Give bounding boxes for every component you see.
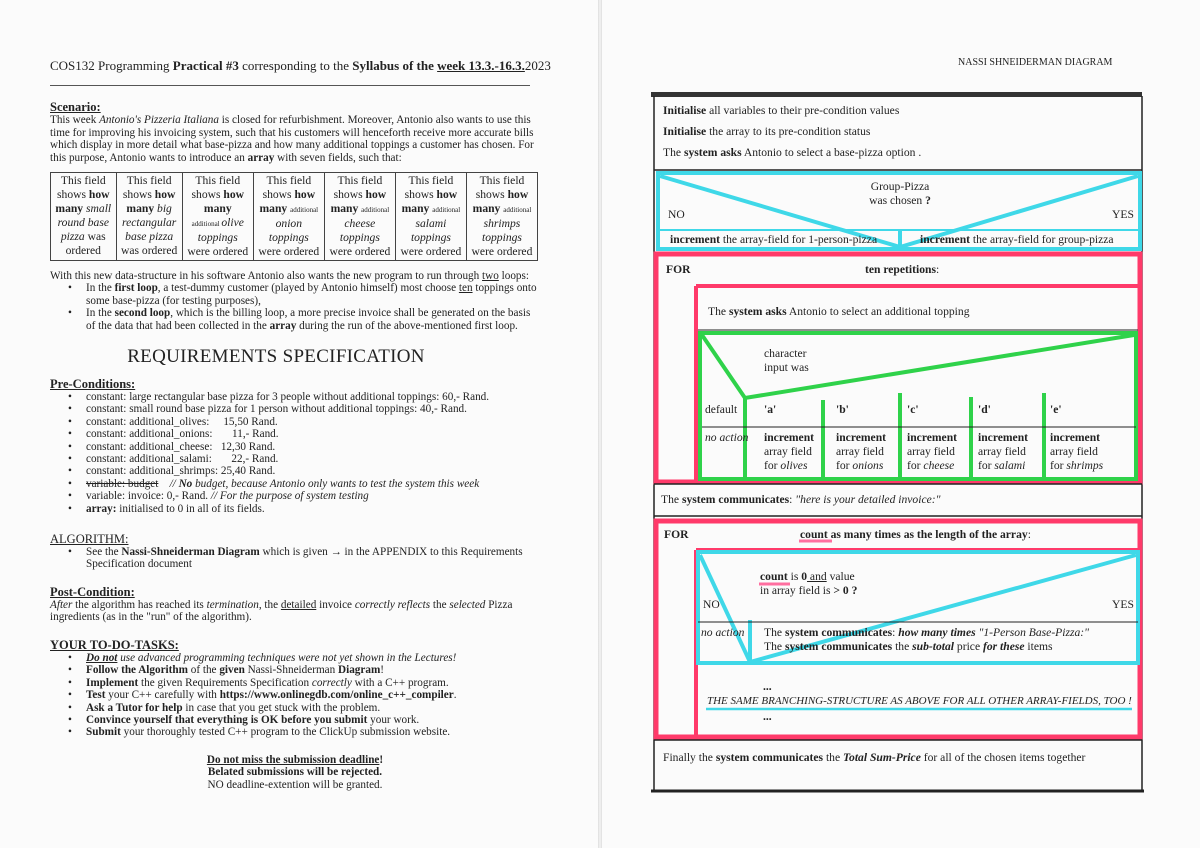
- scenario-p2: is closed for refurbishment. Moreover, Antonio also wants to use this time for improving his invoicing system, such that his customers will henceforth receive more accurate bills which display in more detail what base-pizza and how many additional toppings a customer has chosen. For this purpose, Antonio wants to introduce an: [50, 114, 534, 164]
- array-cell-cheese: This field shows how many additional cheese toppings were ordered: [324, 173, 395, 261]
- document-header: [50, 58, 551, 74]
- pizzeria-name: Antonio's Pizzeria Italiana: [99, 114, 219, 127]
- array-cell-small-pizza: This field shows how many small round base pizza was ordered: [51, 173, 117, 261]
- loop2-item: • In the second loop, which is the billing loop, a more precise invoice shall be generated on the basis of the data that had been collected in the array during the run of the above-mentioned first loop.: [86, 307, 542, 332]
- pre-item-invoice: • variable: invoice: 0,- Rand. // For the purpose of system testing: [86, 490, 542, 502]
- nsd-ellipsis-bottom: ...: [763, 710, 772, 723]
- header-syllabus: Syllabus of the: [352, 58, 438, 73]
- pre-conditions-section: [50, 377, 542, 515]
- header-text-mid: corresponding to the: [238, 58, 353, 73]
- header-practical: Practical #3: [172, 58, 239, 73]
- pre-item: • constant: large rectangular base pizza for 3 people without additional toppings: 60,- Rand.: [86, 391, 542, 403]
- header-rule: [50, 85, 530, 86]
- algorithm-item: • See the Nassi-Shneiderman Diagram which is given → in the APPENDIX to this Requirements Specification document: [86, 546, 542, 571]
- todo-item: • Convince yourself that everything is OK before you submit your work.: [86, 714, 542, 726]
- todo-item: • Test your C++ carefully with https://www.onlinegdb.com/online_c++_compiler.: [86, 689, 542, 701]
- nsd-condition-group-pizza: Group-Pizza was chosen ?: [869, 180, 931, 207]
- nsd-communicates-how-many: The system communicates: how many times "1-Person Base-Pizza:": [764, 626, 1090, 639]
- array-cell-big-pizza: This field shows how many big rectangular base pizza was ordered: [116, 173, 182, 261]
- nsd-cond2-yes: YES: [1112, 598, 1134, 611]
- nsd-init-array: Initialise the array to its pre-condition status: [663, 125, 871, 138]
- nsd-same-branching-note: THE SAME BRANCHING-STRUCTURE AS ABOVE FOR ALL OTHER ARRAY-FIELDS, TOO !: [707, 695, 1132, 707]
- nsd-cond2-no: NO: [703, 598, 720, 611]
- post-condition-section: [50, 585, 542, 624]
- nsd-cond2-no-action: no action: [701, 626, 745, 639]
- todo-item: • Ask a Tutor for help in case that you get stuck with the problem.: [86, 702, 542, 714]
- nsd-case-key-b: 'b': [836, 403, 849, 416]
- header-text: COS132 Programming: [50, 58, 173, 73]
- scenario-title: Scenario:: [50, 100, 101, 114]
- array-cell-shrimps: This field shows how many additional shrimps toppings were ordered: [466, 173, 537, 261]
- todo-item: • Submit your thoroughly tested C++ program to the ClickUp submission website.: [86, 726, 542, 738]
- pre-item: • constant: additional_shrimps: 25,40 Rand.: [86, 465, 542, 477]
- todo-item: • Follow the Algorithm of the given Nassi-Shneiderman Diagram!: [86, 664, 542, 676]
- pre-conditions-title: Pre-Conditions:: [50, 377, 136, 391]
- nsd-condition-count: count is 0 and value in array field is > 0 ?: [760, 570, 858, 597]
- nsd-case-key-c: 'c': [907, 403, 919, 416]
- nsd-increment-single-pizza: increment the array-field for 1-person-pizza: [670, 233, 878, 246]
- todo-section: [50, 638, 542, 739]
- nsd-ask-topping: The system asks Antonio to select an additional topping: [708, 305, 970, 318]
- nsd-case-character-input: character input was: [764, 347, 809, 374]
- array-cell-onion: This field shows how many additional onion toppings were ordered: [253, 173, 324, 261]
- nsd-case-action-salami: increment array field for salami: [978, 431, 1029, 472]
- nsd-init-variables: Initialise all variables to their pre-condition values: [663, 104, 900, 117]
- onlinegdb-link[interactable]: https://www.onlinegdb.com/online_c++_compiler: [219, 689, 454, 702]
- post-condition-title: Post-Condition:: [50, 585, 135, 599]
- nsd-ask-base-pizza: The system asks Antonio to select a base-pizza option .: [663, 146, 922, 159]
- nsd-increment-group-pizza: increment the array-field for group-pizza: [920, 233, 1114, 246]
- scenario-array: array: [247, 151, 275, 164]
- nsd-communicates-invoice: The system communicates: "here is your detailed invoice:": [661, 493, 941, 506]
- algorithm-title: ALGORITHM:: [50, 532, 129, 546]
- scenario-section: [50, 101, 542, 164]
- nsd-communicates-subtotal: The system communicates the sub-total price for these items: [764, 640, 1053, 653]
- nsd-final-total: Finally the system communicates the Total Sum-Price for all of the chosen items together: [663, 751, 1086, 764]
- nsd-case-key-d: 'd': [978, 403, 991, 416]
- array-cell-salami: This field shows how many additional salami toppings were ordered: [395, 173, 466, 261]
- loops-section: [50, 270, 542, 332]
- deadline-notice: Do not miss the submission deadline! Belated submissions will be rejected. NO deadline-extention will be granted.: [206, 754, 384, 791]
- nsd-for2-keyword: FOR: [664, 528, 689, 541]
- nsd-ellipsis-top: ...: [763, 680, 772, 693]
- array-fields-table: [50, 172, 538, 261]
- nsd-case-action-shrimps: increment array field for shrimps: [1050, 431, 1104, 472]
- pre-item: • constant: additional_onions: 11,- Rand.: [86, 428, 542, 440]
- scenario-text: [50, 114, 542, 164]
- requirements-title: REQUIREMENTS SPECIFICATION: [127, 346, 425, 367]
- array-cell-olive: This field shows how many additional olive toppings were ordered: [182, 173, 253, 261]
- nsd-cond1-yes: YES: [1112, 208, 1134, 221]
- nsd-case-action-onions: increment array field for onions: [836, 431, 887, 472]
- pre-item: • constant: small round base pizza for 1 person without additional toppings: 40,- Rand.: [86, 403, 542, 415]
- pre-item: • constant: additional_salami: 22,- Rand.: [86, 453, 542, 465]
- nsd-case-default: default: [705, 403, 738, 416]
- scenario-p1: This week: [50, 114, 100, 127]
- nsd-title: NASSI SHNEIDERMAN DIAGRAM: [958, 57, 1113, 68]
- nsd-case-action-olives: increment array field for olives: [764, 431, 815, 472]
- pre-item-budget: • variable: budget // No budget, because Antonio only wants to test the system this week: [86, 478, 542, 490]
- nsd-case-key-a: 'a': [764, 403, 777, 416]
- pre-item: • constant: additional_cheese: 12,30 Rand.: [86, 441, 542, 453]
- post-condition-text: After the algorithm has reached its termination, the detailed invoice correctly reflects the selected Pizza ingredients (as in the "run" of the algorithm).: [50, 599, 513, 624]
- loops-intro: With this new data-structure in his software Antonio also wants the new program to run through two loops:: [50, 270, 529, 282]
- nsd-cond1-no: NO: [668, 208, 685, 221]
- nsd-case-no-action: no action: [705, 431, 749, 444]
- nsd-case-action-cheese: increment array field for cheese: [907, 431, 958, 472]
- pre-item-array: • array: initialised to 0 in all of its fields.: [86, 503, 542, 515]
- todo-item: • Do not use advanced programming techniques were not yet shown in the Lectures!: [86, 652, 542, 664]
- header-week: week 13.3.-16.3.: [437, 58, 525, 73]
- todo-item: • Implement the given Requirements Specification correctly with a C++ program.: [86, 677, 542, 689]
- nsd-for1-ten-repetitions: ten repetitions:: [865, 263, 940, 276]
- nsd-case-key-e: 'e': [1050, 403, 1062, 416]
- header-year: 2023: [524, 58, 551, 73]
- pre-item: • constant: additional_olives: 15,50 Rand.: [86, 416, 542, 428]
- algorithm-section: [50, 532, 542, 571]
- nsd-for1-keyword: FOR: [666, 263, 691, 276]
- nsd-for2-count: count as many times as the length of the array:: [800, 528, 1031, 541]
- scenario-p3: with seven fields, such that:: [274, 151, 402, 164]
- loop1-item: • In the first loop, a test-dummy customer (played by Antonio himself) most choose ten toppings onto some base-pizza (for testing purposes),: [86, 282, 542, 307]
- todo-title: YOUR TO-DO-TASKS:: [50, 638, 179, 652]
